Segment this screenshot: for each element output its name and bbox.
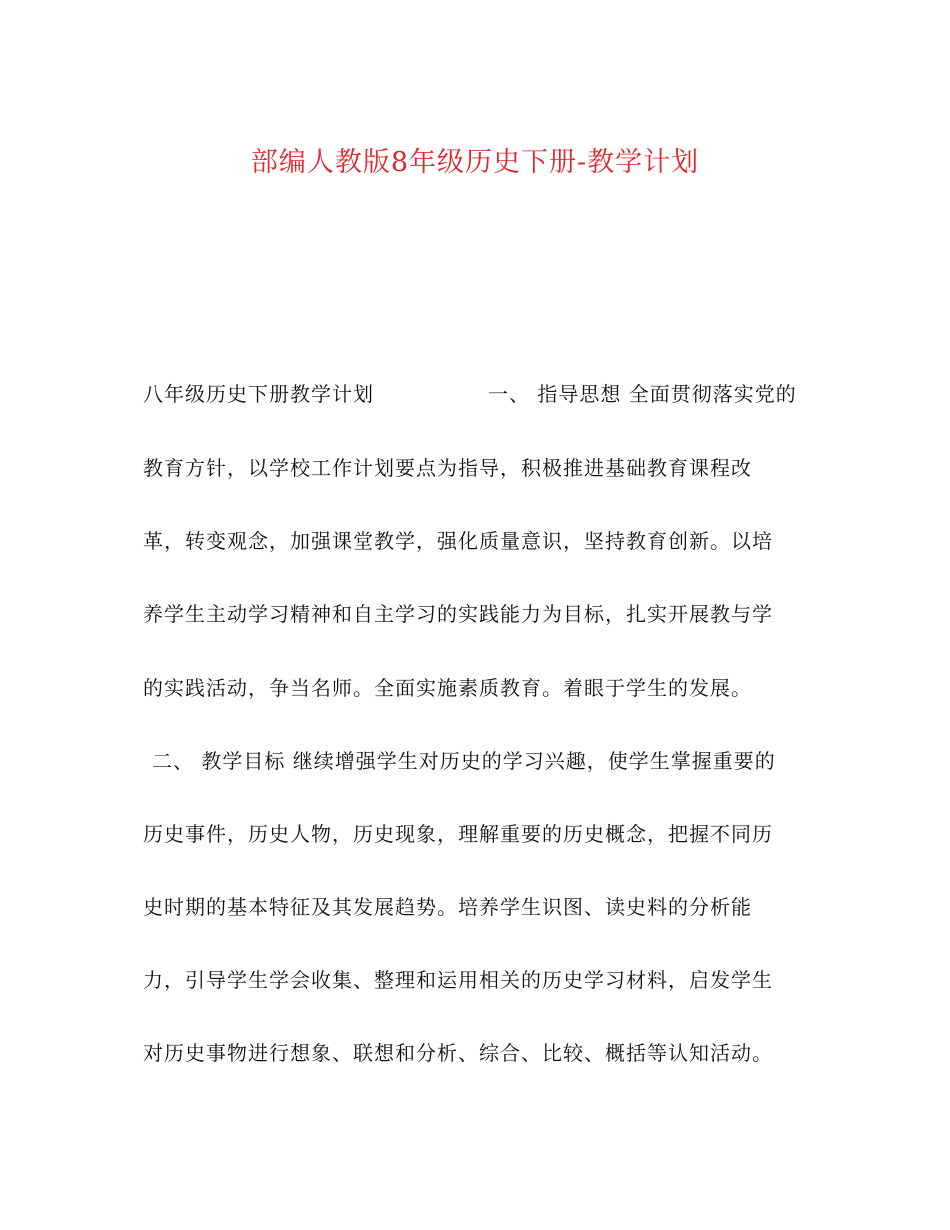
- body-line-5: 的实践活动，争当名师。全面实施素质教育。着眼于学生的发展。: [143, 676, 752, 700]
- body-line-7: 历史事件，历史人物，历史现象，理解重要的历史概念，把握不同历: [143, 822, 773, 846]
- body-line-4: 养学生主动学习精神和自主学习的实践能力为目标，扎实开展教与学: [143, 602, 773, 626]
- plan-heading: 八年级历史下册教学计划: [143, 382, 374, 406]
- document-title: 部编人教版8年级历史下册-教学计划: [250, 147, 700, 178]
- section-one-heading: 一、 指导思想 全面贯彻落实党的: [488, 382, 797, 406]
- body-line-6: 二、 教学目标 继续增强学生对历史的学习兴趣，使学生掌握重要的: [152, 749, 776, 773]
- body-line-2: 教育方针，以学校工作计划要点为指导，积极推进基础教育课程改: [143, 456, 752, 480]
- body-line-9: 力，引导学生学会收集、整理和运用相关的历史学习材料，启发学生: [143, 968, 773, 992]
- body-line-10: 对历史事物进行想象、联想和分析、综合、比较、概括等认知活动。: [143, 1041, 773, 1065]
- body-line-1: [143, 378, 797, 407]
- body-line-3: 革，转变观念，加强课堂教学，强化质量意识，坚持教育创新。以培: [143, 529, 773, 553]
- body-line-8: 史时期的基本特征及其发展趋势。培养学生识图、读史料的分析能: [143, 895, 752, 919]
